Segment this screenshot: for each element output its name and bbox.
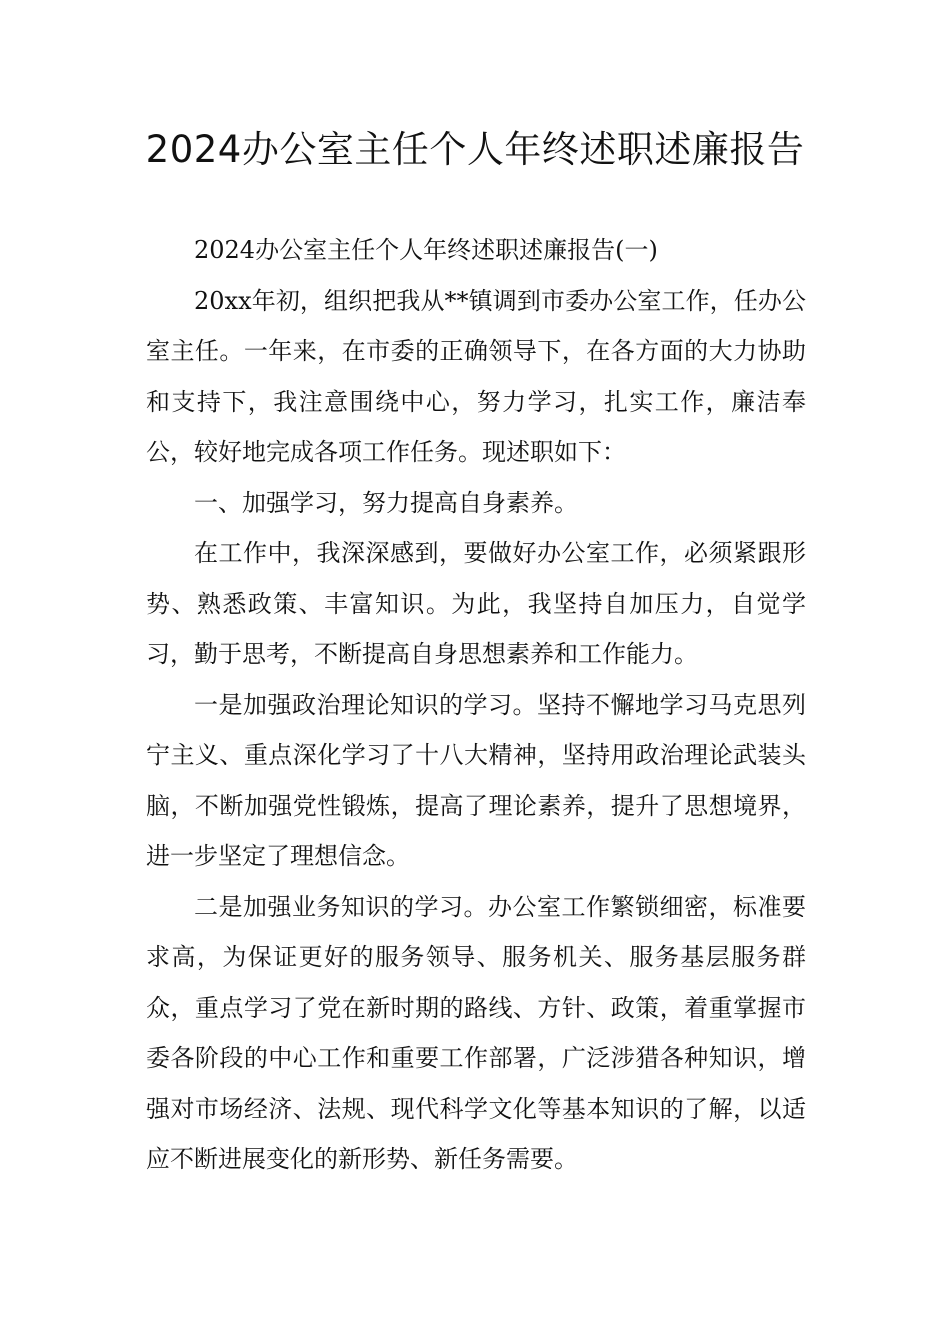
- section-heading-1: 一、加强学习，努力提高自身素养。: [194, 488, 578, 517]
- body-paragraph: 二是加强业务知识的学习。办公室工作繁锁细密，标准要求高，为保证更好的服务领导、服务机关、服务基层服务群众，重点学习了党在新时期的路线、方针、政策，着重掌握市委各阶段的中心工作和重要工作部署，广泛涉猎各种知识，增强对市场经济、法规、现代科学文化等基本知识的了解，以适应不断进展变化的新形势、新任务需要。: [146, 892, 806, 1173]
- intro-paragraph: 20xx年初，组织把我从**镇调到市委办公室工作，任办公室主任。一年来，在市委的正确领导下，在各方面的大力协助和支持下，我注意围绕中心，努力学习，扎实工作，廉洁奉公，较好地完成各项工作任务。现述职如下：: [146, 286, 806, 466]
- body-paragraph: 一是加强政治理论知识的学习。坚持不懈地学习马克思列宁主义、重点深化学习了十八大精神，坚持用政治理论武装头脑，不断加强党性锻炼，提高了理论素养，提升了思想境界，进一步坚定了理想信念。: [146, 690, 806, 870]
- body-paragraph: 在工作中，我深深感到，要做好办公室工作，必须紧跟形势、熟悉政策、丰富知识。为此，我坚持自加压力，自觉学习，勤于思考，不断提高自身思想素养和工作能力。: [146, 539, 806, 668]
- document-title: 2024办公室主任个人年终述职述廉报告: [145, 128, 805, 171]
- subtitle-paragraph: 2024办公室主任个人年终述职述廉报告(一): [194, 236, 658, 264]
- document-body: [146, 225, 806, 1185]
